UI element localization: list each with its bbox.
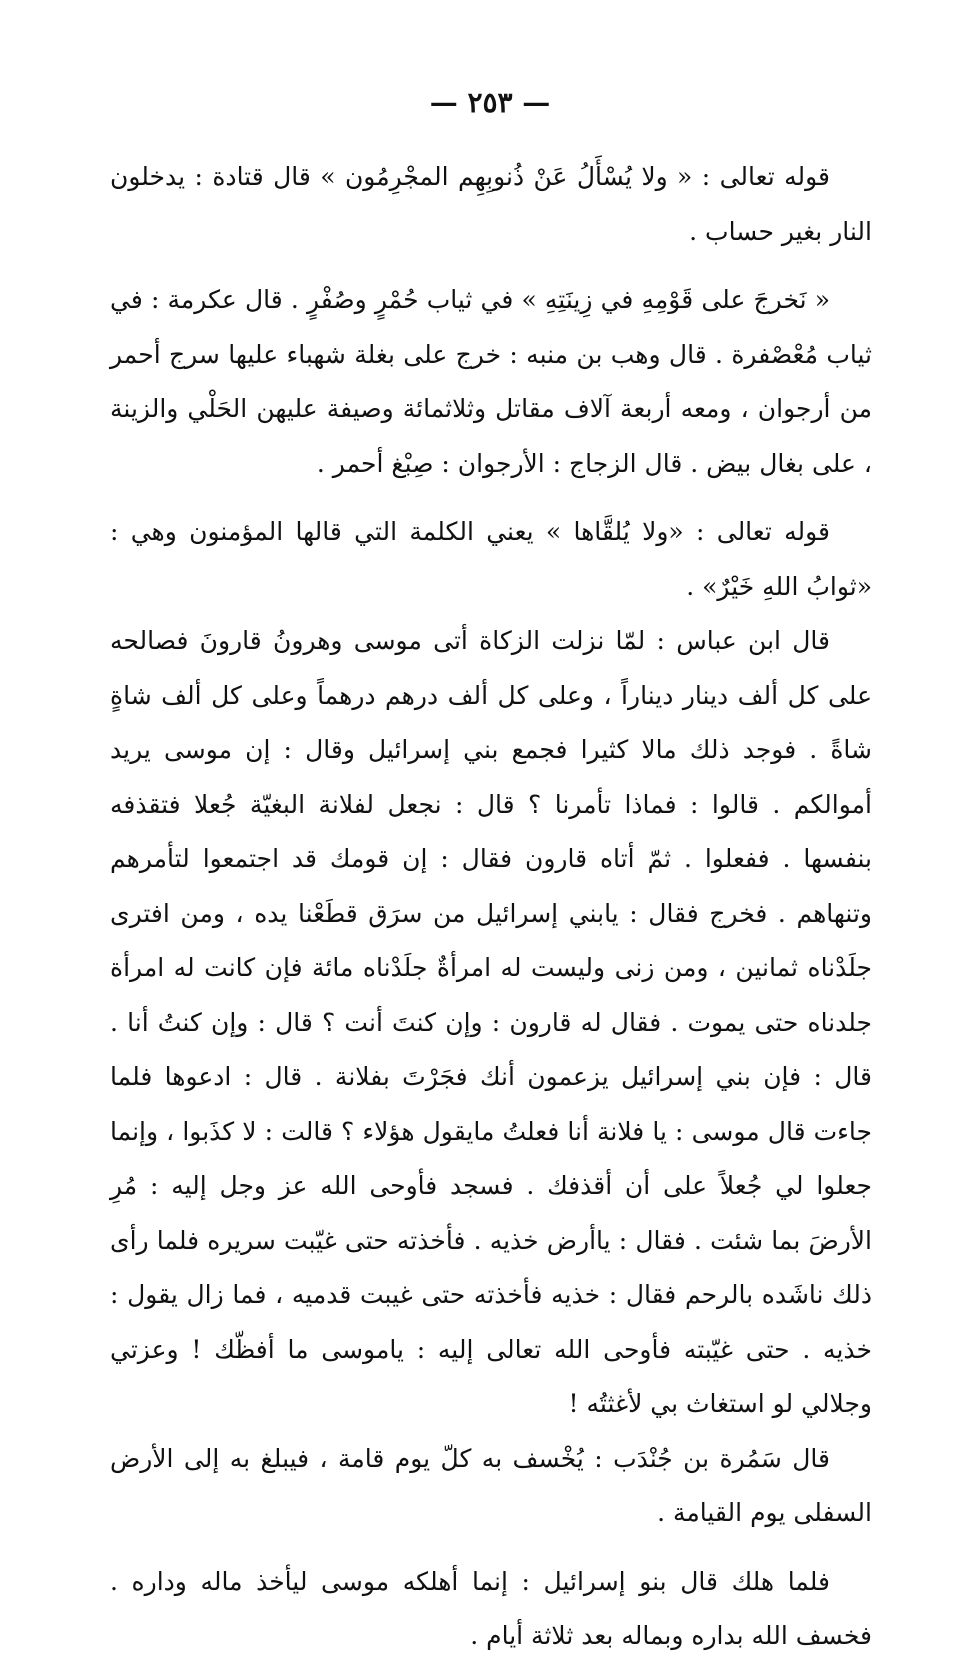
page-body bbox=[110, 150, 872, 1664]
page-number: — ٢٥٣ — bbox=[429, 86, 551, 119]
paragraph-5: قال سَمُرة بن جُنْدَب : يُخْسف به كلّ يوم قامة ، فيبلغ به إلى الأرض السفلى يوم القيامة . bbox=[110, 1443, 872, 1527]
paragraph-2: « نَخرجَ على قَوْمِهِ في زِينَتِهِ » في ثياب حُمْرٍ وصُفْرٍ . قال عكرمة : في ثياب مُعْصْفرة . قال وهب بن منبه : خرج على بغلة شهباء عليها سرج أحمر من أرجوان ، ومعه أربعة آلاف مقاتل وثلاثمائة وصيفة عليهن الحَلْي والزينة ، على بغال بيض . قال الزجاج : الأرجوان : صِبْغ أحمر . bbox=[110, 285, 872, 478]
paragraph-1: قوله تعالى : « ولا يُسْأَلُ عَنْ ذُنوبِهِم المجْرِمُون » قال قتادة : يدخلون النار بغير حساب . bbox=[110, 162, 872, 246]
paragraph-4: قال ابن عباس : لمّا نزلت الزكاة أتى موسى وهرونُ قارونَ فصالحه على كل ألف دينار ديناراً ، وعلى كل ألف درهم درهماً وعلى كل ألف شاةٍ شاةً . فوجد ذلك مالا كثيرا فجمع بني إسرائيل وقال : إن موسى يريد أموالكم . قالوا : فماذا تأمرنا ؟ قال : نجعل لفلانة البغيّة جُعلا فتقذفه بنفسها . ففعلوا . ثمّ أتاه قارون فقال : إن قومك قد اجتمعوا لتأمرهم وتنهاهم . فخرج فقال : يابني إسرائيل من سرَق قطَعْنا يده ، ومن افترى جلَدْناه ثمانين ، ومن زنى وليست له امرأةٌ جلَدْناه مائة فإن كانت له امرأة جلدناه حتى يموت . فقال له قارون : وإن كنتَ أنت ؟ قال : وإن كنتُ أنا . قال : فإن بني إسرائيل يزعمون أنك فجَرْتَ بفلانة . قال : ادعوها فلما جاءت قال موسى : يا فلانة أنا فعلتُ مايقول هؤلاء ؟ قالت : لا كذَبوا ، وإنما جعلوا لي جُعلاً على أن أقذفك . فسجد فأوحى الله عز وجل إليه : مُرِ الأرضَ بما شئت . فقال : ياأرض خذيه . فأخذته حتى غيّبت سريره فلما رأى ذلك ناشَده بالرحم فقال : خذيه فأخذته حتى غيبت قدميه ، فما زال يقول : خذيه . حتى غيّبته فأوحى الله تعالى إليه : ياموسى ما أفظّك ! وعزتي وجلالي لو استغاث بي لأغثتُه ! bbox=[110, 626, 872, 1418]
paragraph-6: فلما هلك قال بنو إسرائيل : إنما أهلكه موسى ليأخذ ماله وداره . فخسف الله بداره وبماله بعد ثلاثة أيام . bbox=[110, 1566, 872, 1650]
paragraph-3: قوله تعالى : «ولا يُلقَّاها » يعني الكلمة التي قالها المؤمنون وهي : «ثوابُ اللهِ خَيْرٌ» . bbox=[110, 517, 872, 601]
